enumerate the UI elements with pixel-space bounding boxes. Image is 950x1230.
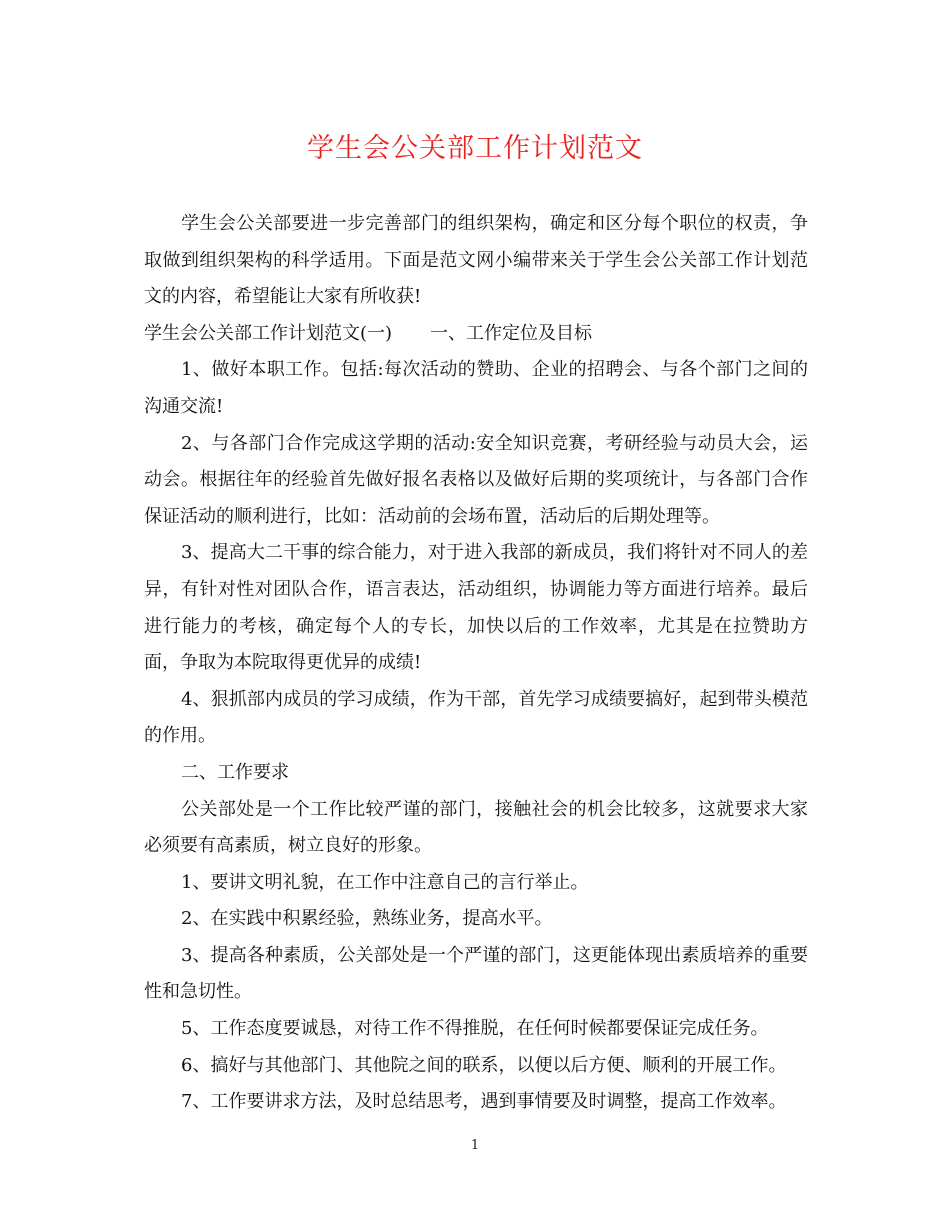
intro-paragraph: 学生会公关部要进一步完善部门的组织架构，确定和区分每个职位的权责，争取做到组织架构的科学适用。下面是范文网小编带来关于学生会公关部工作计划范文的内容，希望能让大家有所收获! bbox=[144, 213, 808, 308]
section-two-item-5: 5、工作态度要诚恳，对待工作不得推脱，在任何时候都要保证完成任务。 bbox=[181, 1018, 769, 1040]
section-one-item-4: 4、狠抓部内成员的学习成绩，作为干部，首先学习成绩要搞好，起到带头模范的作用。 bbox=[144, 688, 808, 747]
section-two-item-1: 1、要讲文明礼貌，在工作中注意自己的言行举止。 bbox=[181, 871, 589, 893]
section-two-item-2: 2、在实践中积累经验，熟练业务，提高水平。 bbox=[181, 908, 553, 930]
section-one-label: 学生会公关部工作计划范文(一) bbox=[144, 322, 393, 344]
section-one-header-line bbox=[144, 316, 808, 353]
section-two-item-3: 3、提高各种素质，公关部处是一个严谨的部门，这更能体现出素质培养的重要性和急切性。 bbox=[144, 944, 808, 1003]
document-body bbox=[144, 206, 808, 1121]
section-two-item-6: 6、搞好与其他部门、其他院之间的联系，以便以后方便、顺利的开展工作。 bbox=[181, 1054, 787, 1076]
section-two-intro: 公关部处是一个工作比较严谨的部门，接触社会的机会比较多，这就要求大家必须要有高素质，树立良好的形象。 bbox=[144, 798, 808, 857]
page-number: 1 bbox=[470, 1138, 480, 1153]
section-one-item-3: 3、提高大二干事的综合能力，对于进入我部的新成员，我们将针对不同人的差异，有针对性对团队合作，语言表达，活动组织，协调能力等方面进行培养。最后进行能力的考核，确定每个人的专长，加快以后的工作效率，尤其是在拉赞助方面，争取为本院取得更优异的成绩! bbox=[144, 542, 808, 674]
section-one-item-2: 2、与各部门合作完成这学期的活动:安全知识竞赛，考研经验与动员大会，运动会。根据往年的经验首先做好报名表格以及做好后期的奖项统计，与各部门合作保证活动的顺利进行，比如：活动前的会场布置，活动后的后期处理等。 bbox=[144, 432, 808, 527]
document-title: 学生会公关部工作计划范文 bbox=[307, 133, 643, 164]
section-two-item-7: 7、工作要讲求方法，及时总结思考，遇到事情要及时调整，提高工作效率。 bbox=[181, 1091, 787, 1113]
section-one-heading: 一、工作定位及目标 bbox=[430, 322, 593, 344]
section-two-heading: 二、工作要求 bbox=[181, 761, 289, 783]
section-one-item-1: 1、做好本职工作。包括:每次活动的赞助、企业的招聘会、与各个部门之间的沟通交流! bbox=[144, 359, 808, 417]
